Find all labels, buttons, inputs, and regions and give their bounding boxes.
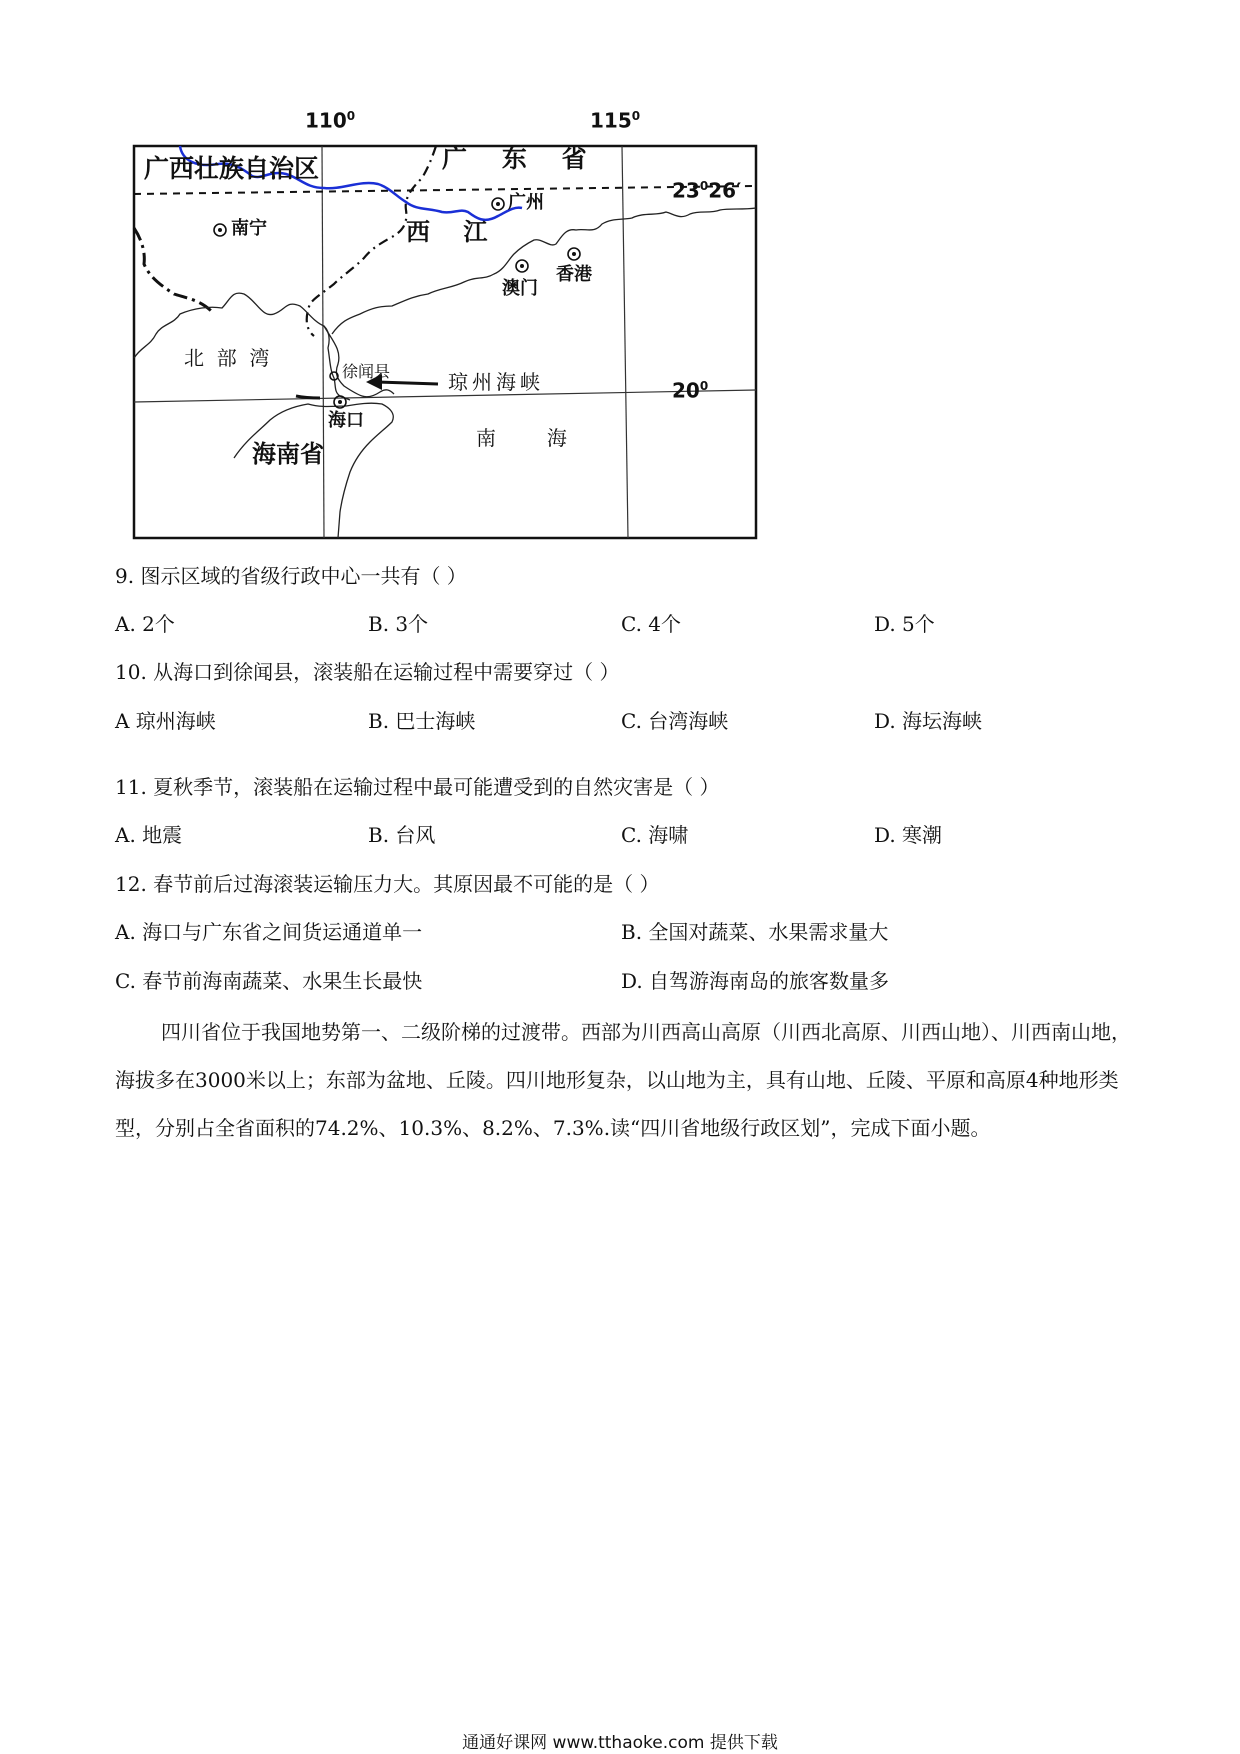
label-nanhai: 南 海 xyxy=(476,426,567,450)
label-qiongzhou: 琼州海峡 xyxy=(448,370,544,394)
question-11-option-a: A. 地震 xyxy=(115,823,183,847)
map-figure xyxy=(110,108,790,548)
coastline-east xyxy=(332,208,756,334)
label-beibuwan: 北 部 湾 xyxy=(184,346,270,370)
label-guangdong: 广 东 省 xyxy=(442,144,587,173)
label-guangzhou: 广州 xyxy=(508,192,544,213)
question-9-option-c: C. 4个 xyxy=(621,612,682,636)
question-11-option-b: B. 台风 xyxy=(368,823,436,847)
hainan-boundary xyxy=(296,396,320,398)
tropic-line xyxy=(134,186,756,194)
question-9-option-d: D. 5个 xyxy=(874,612,935,636)
question-10-stem: 10. 从海口到徐闻县，滚装船在运输过程中需要穿过（ ） xyxy=(115,660,620,684)
strait-arrow-shaft xyxy=(378,382,438,384)
question-11-stem: 11. 夏秋季节，滚装船在运输过程中最可能遭受到的自然灾害是（ ） xyxy=(115,775,720,799)
label-xijiang: 西 江 xyxy=(406,218,488,246)
question-10-option-d: D. 海坛海峡 xyxy=(874,709,983,733)
question-12-option-a: A. 海口与广东省之间货运通道单一 xyxy=(115,920,423,944)
question-11-option-c: C. 海啸 xyxy=(621,823,689,847)
label-macau: 澳门 xyxy=(502,278,538,299)
lon-label-110: $110^0$ xyxy=(305,108,356,133)
sichuan-passage: 四川省位于我国地势第一、二级阶梯的过渡带。西部为川西高山高原（川西北高原、川西山地）、川西南山地，海拔多在3000米以上；东部为盆地、丘陵。四川地形复杂，以山地为主，具有山地、丘陵、平原和高原4种地形类型，分别占全省面积的74.2%、10.3%、8.2%、7.3%.读“四川省地级行政区划”，完成下面小题。 xyxy=(115,1020,1131,1140)
question-12-option-b: B. 全国对蔬菜、水果需求量大 xyxy=(621,920,889,944)
label-hongkong: 香港 xyxy=(556,264,592,285)
lat-label-tropic: $23^026'$ xyxy=(672,178,742,203)
question-10-option-b: B. 巴士海峡 xyxy=(368,709,476,733)
question-12-option-d: D. 自驾游海南岛的旅客数量多 xyxy=(621,969,890,993)
lat-label-20: $20^0$ xyxy=(672,378,709,403)
question-11-option-d: D. 寒潮 xyxy=(874,823,943,847)
map-frame xyxy=(134,146,756,538)
label-haikou: 海口 xyxy=(328,410,364,431)
lon-line-110 xyxy=(322,146,324,538)
question-12-option-c: C. 春节前海南蔬菜、水果生长最快 xyxy=(115,969,423,993)
label-nanning: 南宁 xyxy=(231,218,267,239)
label-guangxi: 广西壮族自治区 xyxy=(144,154,320,183)
lat-line-20 xyxy=(134,390,756,402)
lon-label-115: $115^0$ xyxy=(590,108,641,133)
west-boundary xyxy=(134,228,214,314)
hainan-coast xyxy=(234,403,393,538)
label-hainan: 海南省 xyxy=(252,440,324,468)
label-xuwen: 徐闻县 xyxy=(342,362,391,381)
lon-line-115 xyxy=(622,146,628,538)
question-12-stem: 12. 春节前后过海滚装运输压力大。其原因最不可能的是（ ） xyxy=(115,872,660,896)
question-10-option-c: C. 台湾海峡 xyxy=(621,709,729,733)
page-footer: 通通好课网 www.tthaoke.com 提供下载 xyxy=(462,1733,778,1753)
question-9-stem: 9. 图示区域的省级行政中心一共有（ ） xyxy=(115,564,467,588)
question-9-option-a: A. 2个 xyxy=(115,612,175,636)
question-9-option-b: B. 3个 xyxy=(368,612,429,636)
question-10-option-a: A 琼州海峡 xyxy=(115,709,216,733)
